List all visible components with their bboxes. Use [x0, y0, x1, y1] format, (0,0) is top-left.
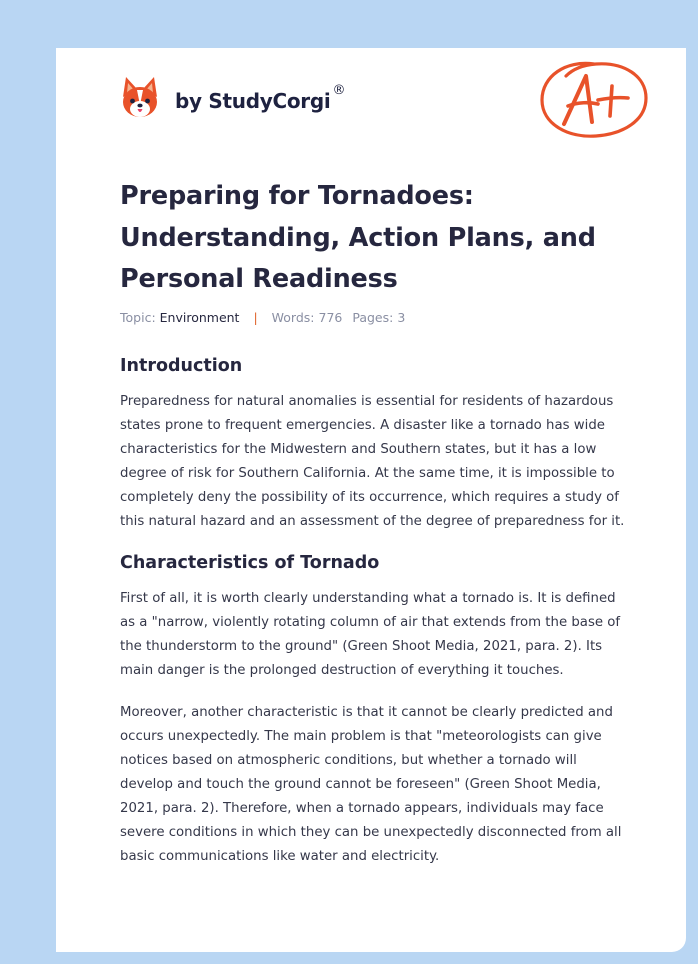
words-label: Words:	[271, 310, 315, 325]
corgi-icon	[120, 75, 160, 121]
document-title: Preparing for Tornadoes: Understanding, Action Plans, and Personal Readiness	[120, 181, 596, 294]
document-body	[120, 353, 630, 869]
pages-label: Pages:	[352, 310, 394, 325]
section-heading-characteristics: Characteristics of Tornado	[120, 553, 380, 573]
a-plus-grade-icon	[536, 58, 654, 142]
section-heading-introduction: Introduction	[120, 356, 243, 376]
words-value: 776	[318, 310, 343, 325]
brand-logo[interactable]	[120, 74, 345, 122]
topic-label: Topic:	[120, 310, 156, 325]
introduction-paragraph: Preparedness for natural anomalies is essential for residents of hazardous states prone to frequent emergencies. A disaster like a tornado has wide characteristics for the Midwestern and Southern states, but it has a low degree of risk for Southern California. At the same time, it is impossible to completely deny the possibility of its occurrence, which requires a study of this natural hazard and an assessment of the degree of preparedness for it.	[120, 394, 625, 529]
document-meta	[120, 310, 405, 325]
characteristics-paragraph-1: First of all, it is worth clearly understanding what a tornado is. It is defined as a "narrow, violently rotating column of air that extends from the base of the thunderstorm to the ground" (Green Shoot Media, 2021, para. 2). Its main danger is the prolonged destruction of everything it touches.	[120, 591, 621, 678]
pages-value: 3	[397, 310, 406, 325]
meta-separator: |	[253, 310, 258, 325]
registered-mark: ®	[332, 83, 346, 98]
topic-value[interactable]: Environment	[159, 310, 240, 325]
brand-name: by StudyCorgi ®	[175, 83, 346, 113]
document-page	[56, 48, 686, 952]
characteristics-paragraph-2: Moreover, another characteristic is that it cannot be clearly predicted and occurs unexpectedly. The main problem is that "meteorologists can give notices based on atmospheric conditions, but whether a tornado will develop and touch the ground cannot be foreseen" (Green Shoot Media, 2021, para. 2). Therefore, when a tornado appears, individuals may face severe conditions in which they can be unexpectedly disconnected from all basic communications like water and electricity.	[120, 705, 622, 864]
